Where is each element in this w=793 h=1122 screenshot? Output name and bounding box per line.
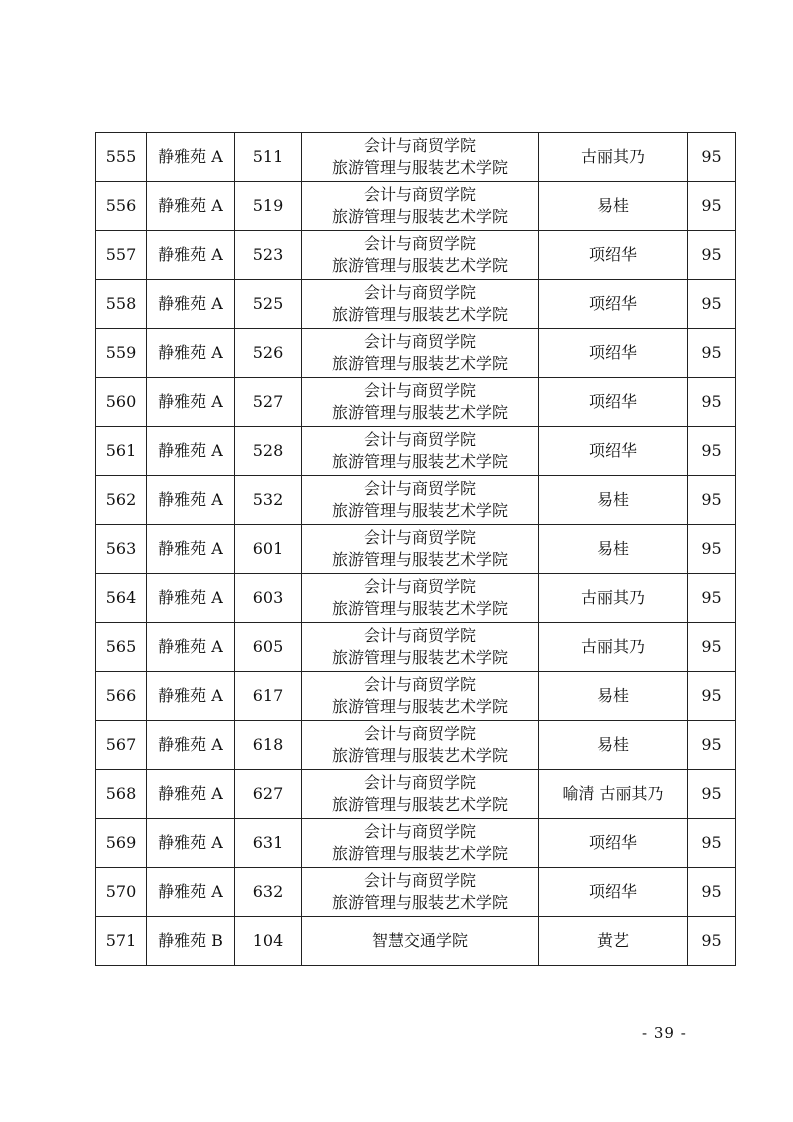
building-cell: 静雅苑 A	[147, 623, 235, 672]
score-cell: 95	[688, 133, 736, 182]
counselor-cell: 喻清 古丽其乃	[539, 770, 688, 819]
college-name: 旅游管理与服装艺术学院	[331, 207, 508, 226]
row-number-cell: 570	[96, 868, 147, 917]
college-name: 会计与商贸学院	[363, 185, 476, 204]
college-name: 旅游管理与服装艺术学院	[331, 550, 508, 569]
counselor-cell: 易桂	[539, 721, 688, 770]
college-name: 旅游管理与服装艺术学院	[331, 158, 508, 177]
building-cell: 静雅苑 A	[147, 770, 235, 819]
college-name: 旅游管理与服装艺术学院	[331, 403, 508, 422]
document-page	[95, 132, 735, 966]
college-name: 会计与商贸学院	[363, 871, 476, 890]
college-name: 会计与商贸学院	[363, 234, 476, 253]
counselor-cell: 易桂	[539, 672, 688, 721]
building-cell: 静雅苑 A	[147, 868, 235, 917]
college-name: 旅游管理与服装艺术学院	[331, 844, 508, 863]
college-name: 会计与商贸学院	[363, 626, 476, 645]
college-name: 会计与商贸学院	[363, 577, 476, 596]
score-cell: 95	[688, 525, 736, 574]
table-row	[96, 917, 736, 966]
college-name: 会计与商贸学院	[363, 528, 476, 547]
building-cell: 静雅苑 A	[147, 329, 235, 378]
row-number-cell: 566	[96, 672, 147, 721]
building-cell: 静雅苑 A	[147, 182, 235, 231]
row-number-cell: 559	[96, 329, 147, 378]
college-name: 智慧交通学院	[371, 931, 468, 950]
college-name: 旅游管理与服装艺术学院	[331, 746, 508, 765]
score-cell: 95	[688, 378, 736, 427]
building-cell: 静雅苑 A	[147, 476, 235, 525]
college-cell	[302, 231, 539, 280]
score-cell: 95	[688, 868, 736, 917]
college-name: 会计与商贸学院	[363, 332, 476, 351]
table-row	[96, 770, 736, 819]
college-name: 会计与商贸学院	[363, 724, 476, 743]
dormitory-score-table	[95, 132, 736, 966]
room-cell: 519	[235, 182, 302, 231]
table-row	[96, 427, 736, 476]
table-row	[96, 133, 736, 182]
counselor-cell: 项绍华	[539, 868, 688, 917]
building-cell: 静雅苑 A	[147, 721, 235, 770]
college-name: 会计与商贸学院	[363, 675, 476, 694]
score-cell: 95	[688, 329, 736, 378]
table-row	[96, 672, 736, 721]
room-cell: 603	[235, 574, 302, 623]
college-cell	[302, 574, 539, 623]
score-cell: 95	[688, 476, 736, 525]
room-cell: 618	[235, 721, 302, 770]
college-name: 会计与商贸学院	[363, 773, 476, 792]
row-number-cell: 563	[96, 525, 147, 574]
college-name: 旅游管理与服装艺术学院	[331, 354, 508, 373]
counselor-cell: 项绍华	[539, 329, 688, 378]
college-cell	[302, 819, 539, 868]
building-cell: 静雅苑 B	[147, 917, 235, 966]
building-cell: 静雅苑 A	[147, 819, 235, 868]
counselor-cell: 项绍华	[539, 819, 688, 868]
row-number-cell: 569	[96, 819, 147, 868]
score-cell: 95	[688, 917, 736, 966]
score-cell: 95	[688, 427, 736, 476]
counselor-cell: 古丽其乃	[539, 133, 688, 182]
college-name: 旅游管理与服装艺术学院	[331, 501, 508, 520]
college-cell	[302, 133, 539, 182]
row-number-cell: 571	[96, 917, 147, 966]
college-name: 会计与商贸学院	[363, 283, 476, 302]
college-name: 会计与商贸学院	[363, 136, 476, 155]
score-cell: 95	[688, 574, 736, 623]
counselor-cell: 古丽其乃	[539, 574, 688, 623]
building-cell: 静雅苑 A	[147, 672, 235, 721]
room-cell: 523	[235, 231, 302, 280]
building-cell: 静雅苑 A	[147, 525, 235, 574]
table-row	[96, 623, 736, 672]
college-cell	[302, 721, 539, 770]
college-name: 旅游管理与服装艺术学院	[331, 795, 508, 814]
row-number-cell: 556	[96, 182, 147, 231]
college-name: 旅游管理与服装艺术学院	[331, 893, 508, 912]
college-cell	[302, 280, 539, 329]
college-name: 旅游管理与服装艺术学院	[331, 452, 508, 471]
page-number: - 39 -	[642, 1024, 687, 1042]
college-cell	[302, 182, 539, 231]
college-name: 会计与商贸学院	[363, 822, 476, 841]
counselor-cell: 项绍华	[539, 231, 688, 280]
table-row	[96, 231, 736, 280]
row-number-cell: 565	[96, 623, 147, 672]
score-cell: 95	[688, 819, 736, 868]
table-row	[96, 329, 736, 378]
counselor-cell: 古丽其乃	[539, 623, 688, 672]
college-cell	[302, 378, 539, 427]
row-number-cell: 557	[96, 231, 147, 280]
building-cell: 静雅苑 A	[147, 133, 235, 182]
college-cell	[302, 427, 539, 476]
room-cell: 528	[235, 427, 302, 476]
college-cell	[302, 672, 539, 721]
row-number-cell: 558	[96, 280, 147, 329]
score-cell: 95	[688, 721, 736, 770]
counselor-cell: 项绍华	[539, 280, 688, 329]
score-cell: 95	[688, 280, 736, 329]
table-row	[96, 476, 736, 525]
building-cell: 静雅苑 A	[147, 231, 235, 280]
building-cell: 静雅苑 A	[147, 427, 235, 476]
college-cell	[302, 868, 539, 917]
college-name: 会计与商贸学院	[363, 430, 476, 449]
counselor-cell: 项绍华	[539, 378, 688, 427]
room-cell: 627	[235, 770, 302, 819]
counselor-cell: 项绍华	[539, 427, 688, 476]
row-number-cell: 561	[96, 427, 147, 476]
row-number-cell: 555	[96, 133, 147, 182]
counselor-cell: 黄艺	[539, 917, 688, 966]
table-row	[96, 378, 736, 427]
college-name: 会计与商贸学院	[363, 381, 476, 400]
score-cell: 95	[688, 672, 736, 721]
counselor-cell: 易桂	[539, 182, 688, 231]
college-name: 旅游管理与服装艺术学院	[331, 648, 508, 667]
college-cell	[302, 525, 539, 574]
room-cell: 511	[235, 133, 302, 182]
counselor-cell: 易桂	[539, 476, 688, 525]
room-cell: 104	[235, 917, 302, 966]
building-cell: 静雅苑 A	[147, 574, 235, 623]
table-row	[96, 182, 736, 231]
table-row	[96, 574, 736, 623]
table-row	[96, 280, 736, 329]
college-cell	[302, 623, 539, 672]
college-cell	[302, 476, 539, 525]
college-cell	[302, 329, 539, 378]
college-name: 旅游管理与服装艺术学院	[331, 305, 508, 324]
college-name: 旅游管理与服装艺术学院	[331, 599, 508, 618]
score-cell: 95	[688, 231, 736, 280]
table-row	[96, 819, 736, 868]
room-cell: 527	[235, 378, 302, 427]
college-cell	[302, 770, 539, 819]
row-number-cell: 562	[96, 476, 147, 525]
room-cell: 526	[235, 329, 302, 378]
room-cell: 532	[235, 476, 302, 525]
row-number-cell: 564	[96, 574, 147, 623]
row-number-cell: 560	[96, 378, 147, 427]
room-cell: 617	[235, 672, 302, 721]
table-row	[96, 525, 736, 574]
table-row	[96, 721, 736, 770]
counselor-cell: 易桂	[539, 525, 688, 574]
room-cell: 525	[235, 280, 302, 329]
room-cell: 601	[235, 525, 302, 574]
room-cell: 632	[235, 868, 302, 917]
score-cell: 95	[688, 182, 736, 231]
score-cell: 95	[688, 770, 736, 819]
table-body	[96, 133, 736, 966]
room-cell: 631	[235, 819, 302, 868]
row-number-cell: 568	[96, 770, 147, 819]
table-row	[96, 868, 736, 917]
building-cell: 静雅苑 A	[147, 378, 235, 427]
row-number-cell: 567	[96, 721, 147, 770]
college-name: 旅游管理与服装艺术学院	[331, 256, 508, 275]
room-cell: 605	[235, 623, 302, 672]
college-cell	[302, 917, 539, 966]
college-name: 旅游管理与服装艺术学院	[331, 697, 508, 716]
college-name: 会计与商贸学院	[363, 479, 476, 498]
score-cell: 95	[688, 623, 736, 672]
building-cell: 静雅苑 A	[147, 280, 235, 329]
